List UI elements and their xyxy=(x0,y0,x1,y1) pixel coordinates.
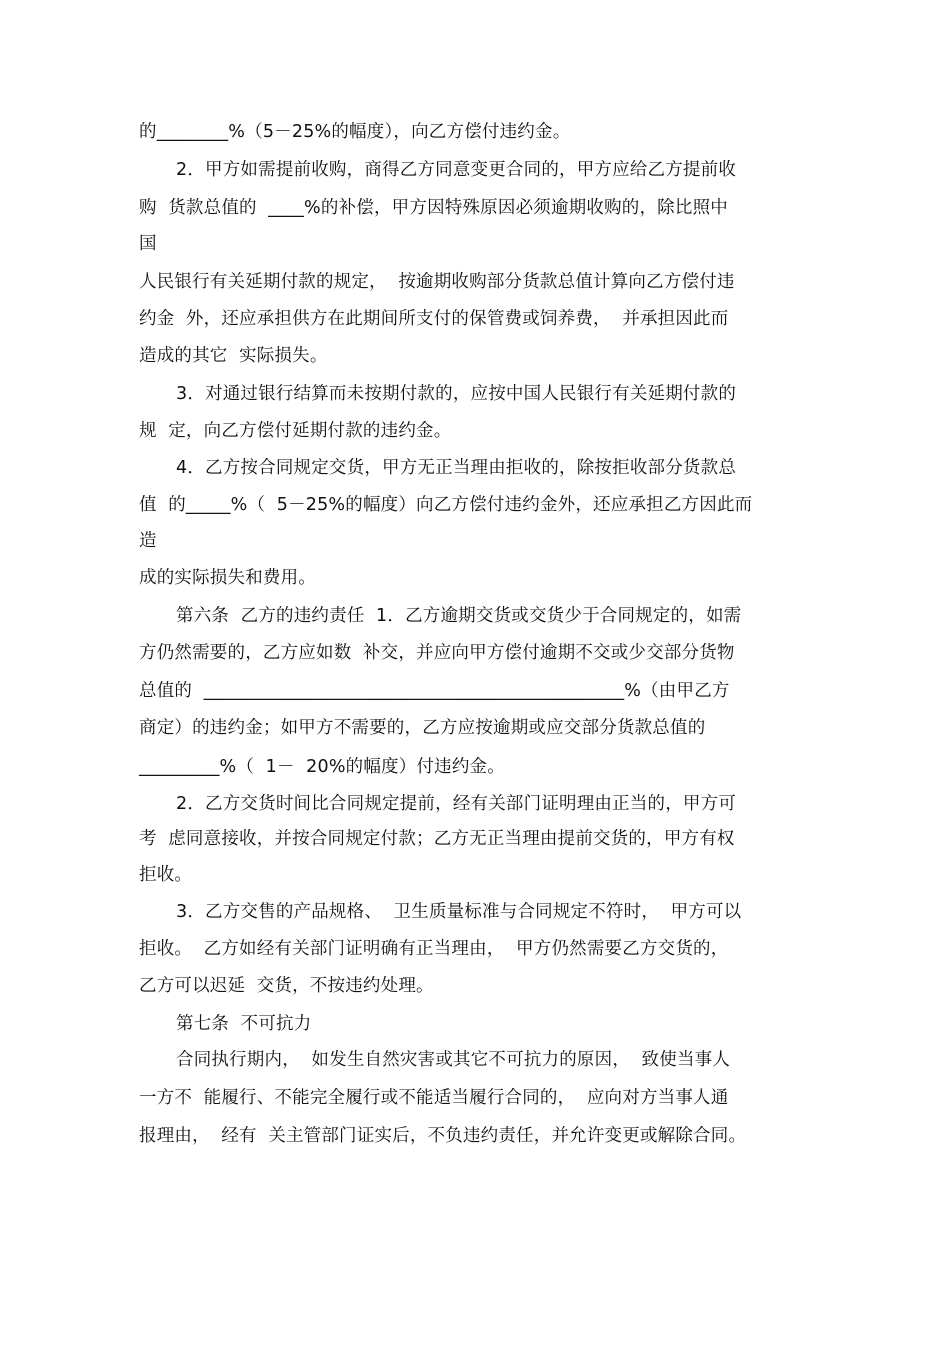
text-line: 一方不 能履行、不能完全履行或不能适当履行合同的， 应向对方当事人通 xyxy=(139,1088,729,1108)
text-line: 4．乙方按合同规定交货，甲方无正当理由拒收的，除按拒收部分货款总 xyxy=(176,458,737,478)
text-line: 第六条 乙方的违约责任 1．乙方逾期交货或交货少于合同规定的，如需 xyxy=(176,606,742,626)
text-line: 方仍然需要的，乙方应如数 补交，并应向甲方偿付逾期不交或少交部分货物 xyxy=(139,643,735,663)
text-line: 2．乙方交货时间比合同规定提前，经有关部门证明理由正当的，甲方可 xyxy=(176,794,737,814)
text-line: 拒收。 xyxy=(139,865,193,885)
text-line: 的________%（5－25%的幅度），向乙方偿付违约金。 xyxy=(139,122,571,142)
text-line: 报理由， 经有 关主管部门证实后，不负违约责任，并允许变更或解除合同。 xyxy=(139,1126,747,1146)
text-line: 3．对通过银行结算而未按期付款的，应按中国人民银行有关延期付款的 xyxy=(176,384,737,404)
text-line: 规 定，向乙方偿付延期付款的违约金。 xyxy=(139,421,452,441)
text-line: 造成的其它 实际损失。 xyxy=(139,346,328,366)
text-line: 国 xyxy=(139,234,157,254)
text-line: 乙方可以迟延 交货，不按违约处理。 xyxy=(139,976,434,996)
text-line: 购 货款总值的 ____%的补偿，甲方因特殊原因必须逾期收购的，除比照中 xyxy=(139,198,728,218)
text-line: _________%（ 1－ 20%的幅度）付违约金。 xyxy=(139,757,505,777)
text-line: 总值的 _______________________________________________%（由甲乙方 xyxy=(139,681,730,701)
text-line: 3．乙方交售的产品规格、 卫生质量标准与合同规定不符时， 甲方可以 xyxy=(176,902,742,922)
text-line: 成的实际损失和费用。 xyxy=(139,568,316,588)
section-heading: 第七条 不可抗力 xyxy=(176,1014,312,1034)
text-line: 约金 外，还应承担供方在此期间所支付的保管费或饲养费， 并承担因此而 xyxy=(139,309,729,329)
text-line: 拒收。 乙方如经有关部门证明确有正当理由， 甲方仍然需要乙方交货的， xyxy=(139,939,729,959)
text-line: 造 xyxy=(139,531,157,551)
text-line: 商定）的违约金；如甲方不需要的，乙方应按逾期或应交部分货款总值的 xyxy=(139,718,706,738)
text-line: 2．甲方如需提前收购，商得乙方同意变更合同的，甲方应给乙方提前收 xyxy=(176,160,737,180)
text-line: 人民银行有关延期付款的规定， 按逾期收购部分货款总值计算向乙方偿付违 xyxy=(139,272,735,292)
text-line: 合同执行期内， 如发生自然灾害或其它不可抗力的原因， 致使当事人 xyxy=(176,1050,731,1070)
text-line: 值 的_____%（ 5－25%的幅度）向乙方偿付违约金外，还应承担乙方因此而 xyxy=(139,495,753,515)
text-line: 考 虑同意接收，并按合同规定付款；乙方无正当理由提前交货的，甲方有权 xyxy=(139,829,735,849)
